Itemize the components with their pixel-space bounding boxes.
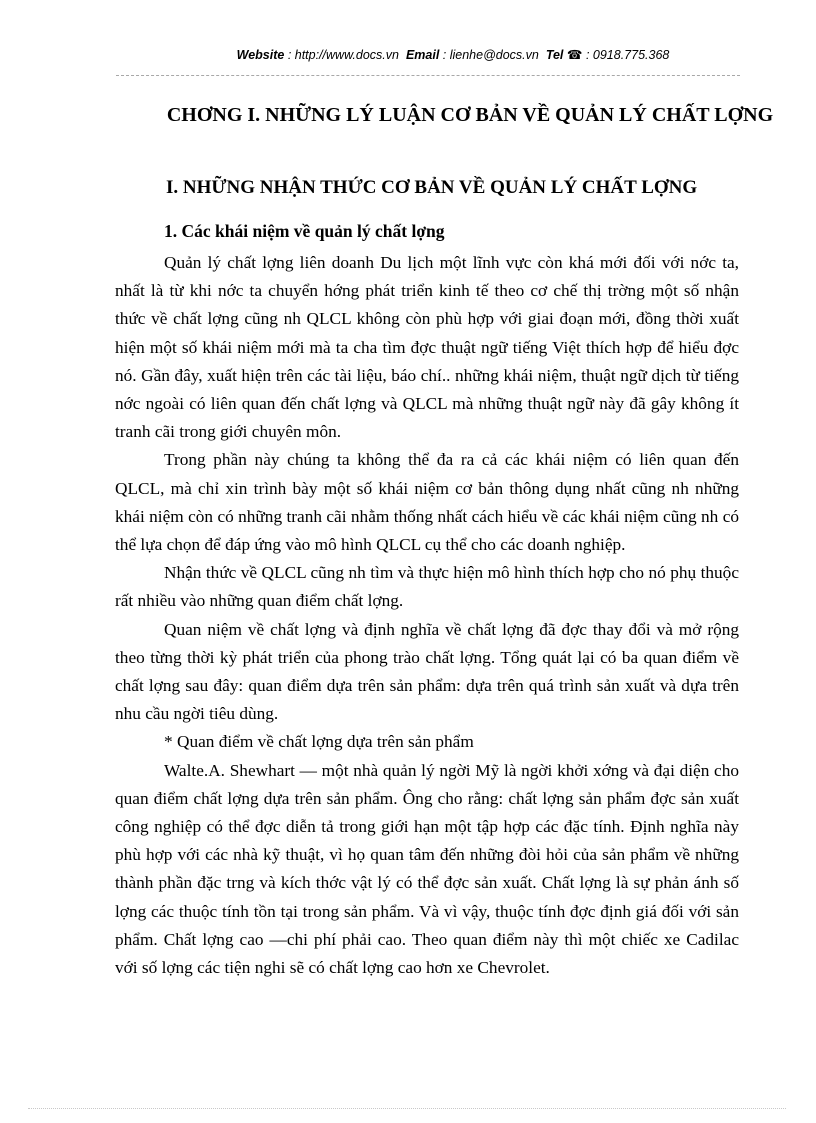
document-body xyxy=(115,249,739,982)
page-header xyxy=(0,47,816,62)
section-title: I. NHỮNG NHẬN THỨC CƠ BẢN VỀ QUẢN LÝ CHẤT LỢNG xyxy=(166,177,698,198)
tel-value: ☎ : 0918.775.368 xyxy=(566,48,670,62)
subsection-title: 1. Các khái niệm về quản lý chất lợng xyxy=(164,221,445,241)
paragraph: Trong phần này chúng ta không thể đa ra cả các khái niệm có liên quan đến QLCL, mà chỉ xin trình bày một số khái niệm cơ bản thông dụng nhất cũng nh những khái niệm còn có những tranh cãi nhằm thống nhất cách hiểu về các khái niệm cũng nh có thể lựa chọn để đáp ứng vào mô hình QLCL cụ thể cho các doanh nghiệp. xyxy=(115,450,739,555)
email-label: Email xyxy=(405,48,440,62)
paragraph: Quản lý chất lợng liên doanh Du lịch một lĩnh vực còn khá mới đối với nớc ta, nhất là từ khi nớc ta chuyển hớng phát triển kinh tế theo cơ chế thị trờng một số nhận thức về chất lợng cũng nh QLCL không còn phù hợp với giai đoạn mới, đồng thời xuất hiện một số khái niệm mới mà ta cha tìm đợc thuật ngữ tiếng Việt thích hợp để hiểu đợc nó. Gần đây, xuất hiện trên các tài liệu, báo chí.. những khái niệm, thuật ngữ dịch từ tiếng nớc ngoài có liên quan đến chất lợng và QLCL mà những thuật ngữ này đã gây không ít tranh cãi trong giới chuyên môn. xyxy=(115,253,739,442)
paragraph: Nhận thức về QLCL cũng nh tìm và thực hiện mô hình thích hợp cho nó phụ thuộc rất nhiều vào những quan điểm chất lợng. xyxy=(115,563,739,611)
website-label: Website xyxy=(236,48,285,62)
paragraph-bullet-heading: * Quan điểm về chất lợng dựa trên sản phẩm xyxy=(164,732,474,752)
website-value: : http://www.docs.vn xyxy=(287,48,399,62)
footer-divider xyxy=(28,1108,786,1109)
tel-label: Tel xyxy=(545,48,564,62)
email-value: : lienhe@docs.vn xyxy=(442,48,539,62)
chapter-title: CHƠNG I. NHỮNG LÝ LUẬN CƠ BẢN VỀ QUẢN LÝ CHẤT LỢNG xyxy=(166,104,774,126)
header-divider xyxy=(116,75,740,76)
paragraph: Quan niệm về chất lợng và định nghĩa về chất lợng đã đợc thay đổi và mở rộng theo từng thời kỳ phát triển của phong trào chất lợng. Tổng quát lại có ba quan điểm về chất lợng sau đây: quan điểm dựa trên sản phẩm: dựa trên quá trình sản xuất và dựa trên nhu cầu ngời tiêu dùng. xyxy=(115,619,739,724)
paragraph: Walte.A. Shewhart — một nhà quản lý ngời Mỹ là ngời khởi xớng và đại diện cho quan điểm chất lợng dựa trên sản phẩm. Ông cho rằng: chất lợng sản phẩm đợc sản xuất công nghiệp có thể đợc diễn tả trong giới hạn một tập hợp các đặc tính. Định nghĩa này phù hợp với các nhà kỹ thuật, vì họ quan tâm đến những đòi hỏi của sản phẩm về những thành phần đặc trng và kích thớc vật lý có thể đợc sản xuất. Chất lợng là sự phản ánh số lợng các thuộc tính tồn tại trong sản phẩm. Và vì vậy, thuộc tính đợc định giá đối với sản phẩm. Chất lợng cao —chi phí phải cao. Theo quan điểm này thì một chiếc xe Cadilac với số lợng các tiện nghi sẽ có chất lợng cao hơn xe Chevrolet. xyxy=(115,760,739,978)
